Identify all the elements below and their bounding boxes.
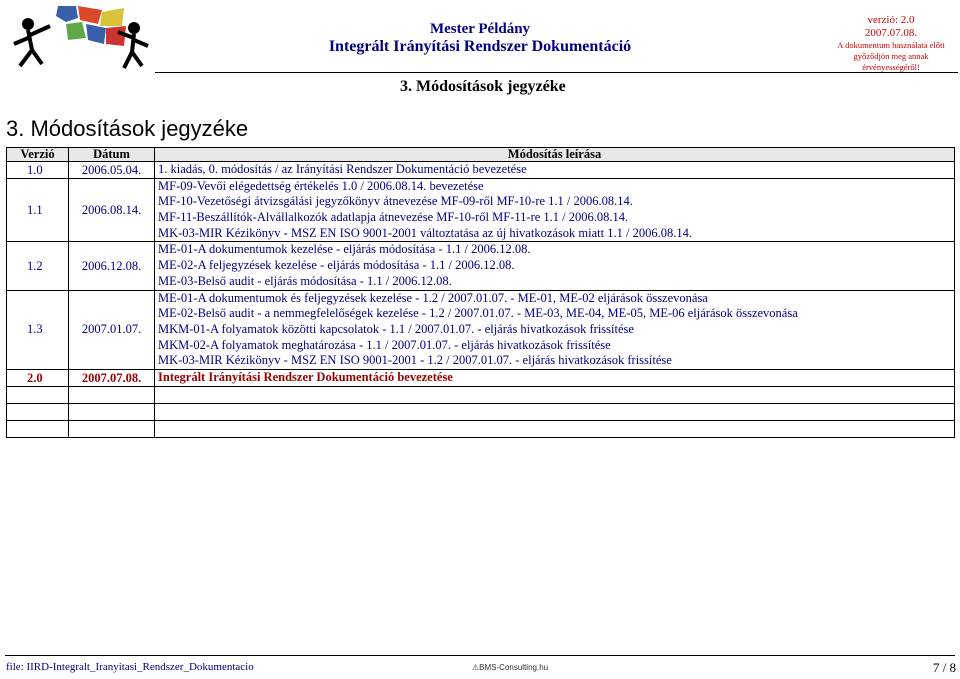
version-box [826,14,956,73]
header-line1: Mester Példány [429,21,531,37]
row-version: 1.0 [7,162,69,179]
description-line: 1. kiadás, 0. módosítás / az Irányítási Rendszer Dokumentáció bevezetése [158,162,527,176]
empty-cell [7,420,69,437]
description-line: MK-03-MIR Kézikönyv - MSZ EN ISO 9001-2001 változtatása az új hivatkozások miatt 1.1 / 2006.08.14. [158,225,692,240]
warning-triangle-icon: ⚠ [472,663,480,672]
people-puzzle-logo [6,4,156,70]
header-date: Dátum [69,148,155,162]
table-row [7,242,955,290]
empty-cell [7,386,69,403]
header-section-title: 3. Módosítások jegyzéke [400,78,566,95]
description-line: MF-10-Vezetőségi átvizsgálási jegyzőkönyv átnevezése MF-09-ről MF-10-re 1.1 / 2006.08.14. [158,194,633,209]
empty-cell [7,403,69,420]
description-line: MKM-02-A folyamatok meghatározása - 1.1 / 2007.01.07. - eljárás hivatkozások frissítése [158,337,611,352]
footer-filename: file: IIRD-Integralt_Iranyitasi_Rendszer_Dokumentacio [6,661,254,673]
row-description [155,162,955,179]
row-description [155,369,955,386]
revision-table [6,147,955,438]
description-line: ME-02-Belső audit - a nemmegfelelőségek kezelése - 1.2 / 2007.01.07. - ME-03, ME-04, ME-05, ME-06 eljárások összevonása [158,306,798,321]
validity-note-2: győződjön meg annak érvényességéről! [853,51,929,72]
row-version: 1.2 [7,242,69,290]
description-line: MK-03-MIR Kézikönyv - MSZ EN ISO 9001-2001 - 1.2 / 2007.01.07. - eljárás hivatkozások frissítése [158,353,672,368]
table-row [7,369,955,386]
page-number: 7 / 8 [932,660,956,675]
header-description: Módosítás leírása [155,148,955,162]
version-date: 2007.07.08. [864,27,918,39]
description-line: ME-03-Belső audit - eljárás módosítása - 1.1 / 2006.12.08. [158,273,452,288]
header-center [270,20,690,56]
footer-company [472,663,548,672]
empty-cell [155,420,955,437]
empty-cell [69,386,155,403]
row-version: 1.3 [7,290,69,369]
empty-cell [69,420,155,437]
table-row [7,178,955,242]
validity-note-1: A dokumentum használata előtt [837,40,945,50]
empty-cell [155,386,955,403]
description-line: ME-01-A dokumentumok és feljegyzések kezelése - 1.2 / 2007.01.07. - ME-01, ME-02 eljárások összevonása [158,290,708,305]
empty-cell [69,403,155,420]
table-header-row [7,148,955,162]
description-line: MKM-01-A folyamatok közötti kapcsolatok - 1.1 / 2007.01.07. - eljárás hivatkozások frissítése [158,321,634,336]
header-line2: Integrált Irányítási Rendszer Dokumentáció [328,38,632,55]
row-date: 2006.08.14. [69,178,155,242]
description-line: ME-01-A dokumentumok kezelése - eljárás módosítása - 1.1 / 2006.12.08. [158,242,531,257]
header-version: Verzió [7,148,69,162]
row-date: 2007.07.08. [69,369,155,386]
description-line: ME-02-A feljegyzések kezelése - eljárás módosítása - 1.1 / 2006.12.08. [158,258,515,273]
row-date: 2007.01.07. [69,290,155,369]
row-description [155,290,955,369]
row-date: 2006.05.04. [69,162,155,179]
row-version: 2.0 [7,369,69,386]
description-line: Integrált Irányítási Rendszer Dokumentáció bevezetése [158,369,453,384]
header-rule [155,72,958,73]
row-description [155,242,955,290]
table-row [7,162,955,179]
empty-row [7,403,955,420]
footer-company-name: BMS-Consulting.hu [479,663,549,672]
empty-row [7,420,955,437]
page-header [0,0,960,95]
description-line: MF-11-Beszállítók-Alvállalkozók adatlapja átnevezése MF-10-ről MF-11-re 1.1 / 2006.08.14. [158,210,629,225]
empty-cell [155,403,955,420]
row-description [155,178,955,242]
table-row [7,290,955,369]
footer-rule [5,655,955,656]
empty-row [7,386,955,403]
row-version: 1.1 [7,178,69,242]
description-line: MF-09-Vevői elégedettség értékelés 1.0 / 2006.08.14. bevezetése [158,178,484,193]
row-date: 2006.12.08. [69,242,155,290]
page-title: 3. Módosítások jegyzéke [6,116,249,141]
version-label: verzió: 2.0 [867,14,915,26]
